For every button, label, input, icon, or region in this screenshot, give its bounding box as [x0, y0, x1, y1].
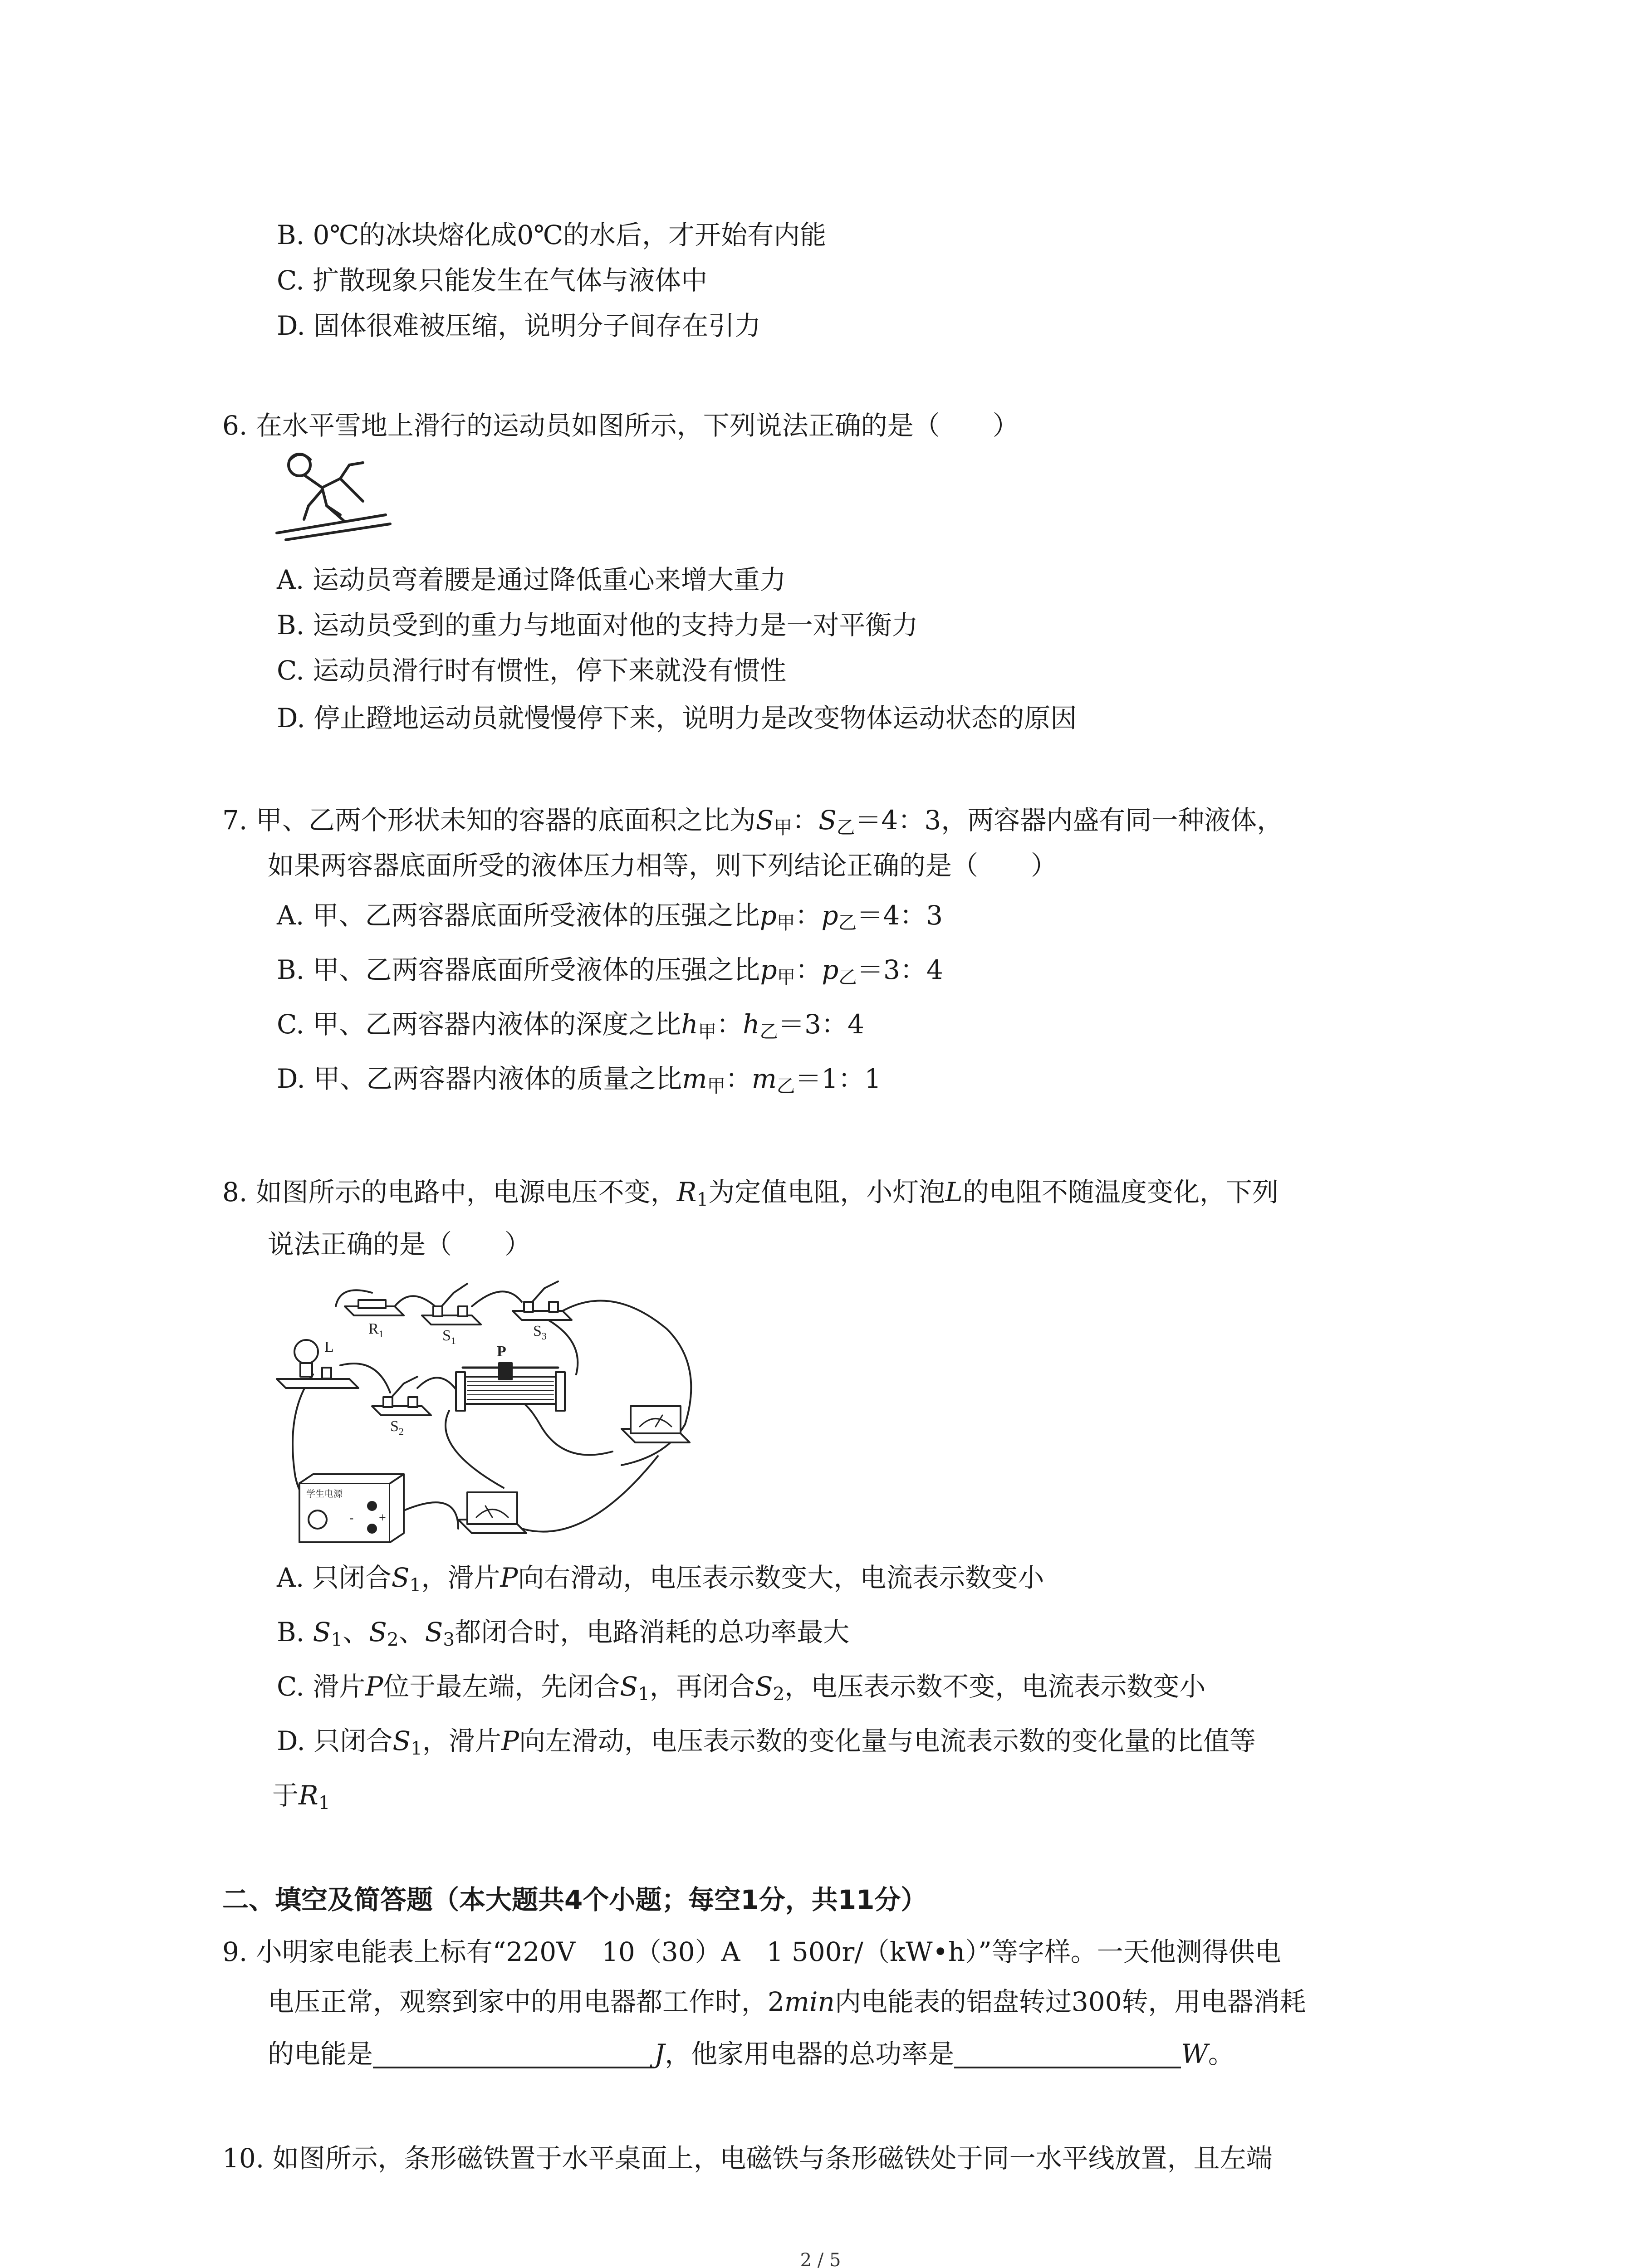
- wire: [522, 1456, 658, 1532]
- skier-figure: [272, 447, 395, 551]
- wire: [404, 1502, 458, 1529]
- switch-s3-board: [513, 1311, 572, 1320]
- lamp-bulb: [294, 1340, 318, 1364]
- q5-option-c: C. 扩散现象只能发生在气体与液体中: [277, 265, 708, 296]
- label-l: L: [324, 1339, 334, 1355]
- answer-blank-power[interactable]: [954, 2039, 1181, 2068]
- switch-s1-board: [422, 1315, 481, 1325]
- q8-stem-line2: 说法正确的是（ ）: [268, 1229, 531, 1260]
- q7-stem-line2: 如果两容器底面所受的液体压力相等，则下列结论正确的是（ ）: [268, 850, 1058, 881]
- q8-stem-line1: 8. 如图所示的电路中，电源电压不变，$R_1$为定值电阻，小灯泡L的电阻不随温度变化，下列: [222, 1177, 1279, 1211]
- label-s1: $S_1$: [442, 1327, 456, 1346]
- label-minus: -: [349, 1511, 354, 1525]
- q5-option-b: B. 0℃的冰块熔化成0℃的水后，才开始有内能: [277, 220, 827, 250]
- q7-option-c: C. 甲、乙两容器内液体的深度之比$h_甲$：$h_乙=3$：4: [277, 1009, 864, 1043]
- q8-option-b: B. $S_1$、$S_2$、$S_3$都闭合时，电路消耗的总功率最大: [277, 1617, 850, 1651]
- q5-option-d: D. 固体很难被压缩，说明分子间存在引力: [277, 310, 761, 341]
- ammeter: [631, 1406, 681, 1433]
- wire: [417, 1378, 458, 1393]
- q9-line1: 9. 小明家电能表上标有“220V 10（30）A 1 500r/（kW•h）”等字样。一天他测得供电: [222, 1936, 1281, 1967]
- q6-option-d: D. 停止蹬地运动员就慢慢停下来，说明力是改变物体运动状态的原因: [277, 703, 1077, 733]
- q6-option-c: C. 运动员滑行时有惯性，停下来就没有惯性: [277, 655, 787, 686]
- q8-option-d: D. 只闭合$S_1$，滑片P向左滑动，电压表示数的变化量与电流表示数的变化量的比值等: [277, 1725, 1256, 1760]
- q6-option-a: A. 运动员弯着腰是通过降低重心来增大重力: [277, 564, 786, 595]
- q9-line3: 的电能是 J，他家用电器的总功率是 W。: [268, 2038, 1234, 2069]
- q9-line2: 电压正常，观察到家中的用电器都工作时，2min内电能表的铝盘转过300转，用电器消耗: [268, 1986, 1306, 2017]
- q8-option-a: A. 只闭合$S_1$，滑片P向右滑动，电压表示数变大，电流表示数变小: [277, 1562, 1044, 1596]
- label-p: P: [497, 1343, 506, 1360]
- q10-line1: 10. 如图所示，条形磁铁置于水平桌面上，电磁铁与条形磁铁处于同一水平线放置，且左端: [222, 2143, 1273, 2174]
- q7-stem-line1: 7. 甲、乙两个形状未知的容器的底面积之比为$S_甲$：$S_乙=4$：3，两容器内盛有同一种液体，: [222, 805, 1283, 839]
- page-number: 2 / 5: [800, 2250, 841, 2268]
- label-power-supply: 学生电源: [306, 1488, 343, 1499]
- label-r1: $R_1$: [368, 1320, 384, 1339]
- power-knob: [309, 1510, 327, 1529]
- wire: [472, 1291, 522, 1306]
- section2-title: 二、填空及简答题（本大题共4个小题；每空1分，共11分）: [222, 1884, 927, 1915]
- q8-option-d-line2: 于$R_1$: [272, 1780, 330, 1814]
- resistor-r1: [358, 1300, 386, 1308]
- q6-option-b: B. 运动员受到的重力与地面对他的支持力是一对平衡力: [277, 610, 918, 640]
- q7-option-b: B. 甲、乙两容器底面所受液体的压强之比$p_甲$：$p_乙=3$：4: [277, 954, 943, 988]
- lamp-board: [277, 1379, 358, 1388]
- label-s2: $S_2$: [390, 1418, 404, 1437]
- q7-option-a: A. 甲、乙两容器底面所受液体的压强之比$p_甲$：$p_乙=4$：3: [277, 900, 943, 934]
- q8-option-c: C. 滑片P位于最左端，先闭合$S_1$，再闭合$S_2$，电压表示数不变，电流表示数变小: [277, 1671, 1206, 1705]
- label-s3: $S_3$: [533, 1323, 547, 1342]
- answer-blank-energy[interactable]: [373, 2039, 654, 2068]
- q7-option-d: D. 甲、乙两容器内液体的质量之比$m_甲$：$m_乙=1$：1: [277, 1063, 882, 1097]
- wire: [540, 1315, 578, 1374]
- label-plus: +: [379, 1511, 386, 1525]
- circuit-figure: [268, 1275, 730, 1556]
- q6-stem: 6. 在水平雪地上滑行的运动员如图所示，下列说法正确的是（ ）: [222, 410, 1019, 441]
- wire: [446, 1411, 504, 1488]
- switch-s2-board: [372, 1406, 431, 1415]
- rheostat-slider-p: [499, 1363, 512, 1379]
- voltmeter: [467, 1492, 517, 1524]
